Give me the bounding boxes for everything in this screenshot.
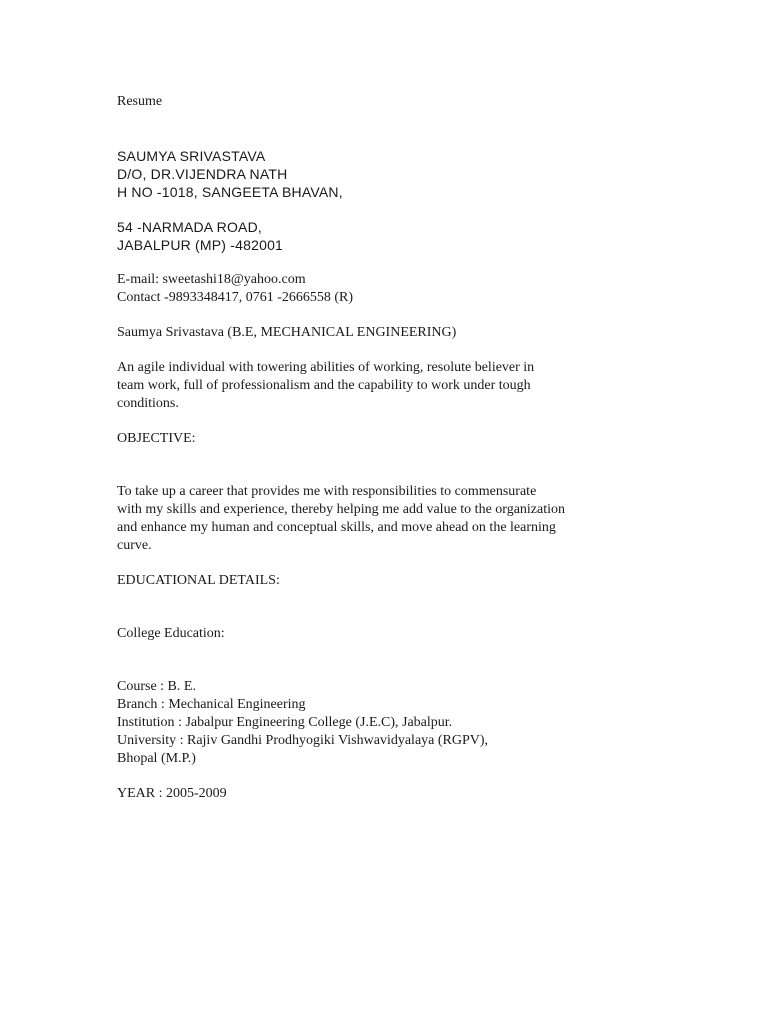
address-line: JABALPUR (MP) -482001 [117,237,284,253]
email-line: E-mail: sweetashi18@yahoo.com [117,272,306,287]
objective-line: with my skills and experience, thereby helping me add value to the organization [117,502,565,517]
spacer [117,201,637,218]
spacer [117,111,637,147]
address-line: H NO -1018, SANGEETA BHAVAN, [117,184,343,200]
objective-line: To take up a career that provides me with responsibilities to commensurate [117,484,537,499]
address-line: D/O, DR.VIJENDRA NATH [117,166,288,182]
summary-line: An agile individual with towering abilities of working, resolute believer in [117,360,535,375]
summary-line: team work, full of professionalism and the capability to work under tough [117,378,531,393]
education-item: Course : B. E. [117,679,196,694]
education-heading: EDUCATIONAL DETAILS: [117,573,280,588]
resume-content [117,93,637,803]
education-item: University : Rajiv Gandhi Prodhyogiki Vishwavidyalaya (RGPV), [117,733,489,748]
objective-heading: OBJECTIVE: [117,431,196,446]
objective-line: and enhance my human and conceptual skills, and move ahead on the learning [117,520,556,535]
spacer [117,555,637,572]
spacer [117,448,637,483]
year-line: YEAR : 2005-2009 [117,786,227,801]
spacer [117,254,637,271]
degree-line: Saumya Srivastava (B.E, MECHANICAL ENGINEERING) [117,325,457,340]
spacer [117,307,637,324]
education-item: Institution : Jabalpur Engineering College (J.E.C), Jabalpur. [117,715,453,730]
address-line: 54 -NARMADA ROAD, [117,219,262,235]
resume-heading: Resume [117,94,163,109]
objective-line: curve. [117,538,152,553]
spacer [117,590,637,625]
education-item: Branch : Mechanical Engineering [117,697,306,712]
spacer [117,413,637,430]
spacer [117,342,637,359]
spacer [117,768,637,785]
candidate-name: SAUMYA SRIVASTAVA [117,148,266,164]
summary-line: conditions. [117,396,179,411]
contact-line: Contact -9893348417, 0761 -2666558 (R) [117,290,354,305]
spacer [117,643,637,678]
college-heading: College Education: [117,626,225,641]
education-item: Bhopal (M.P.) [117,751,196,766]
